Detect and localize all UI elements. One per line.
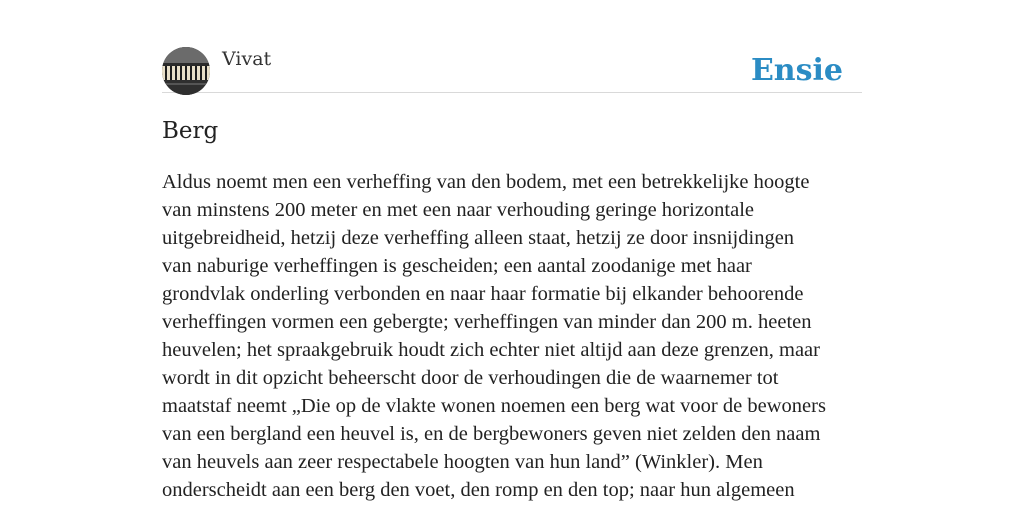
body-line: Aldus noemt men een verheffing van den bodem, met een betrekkelijke hoogte (162, 171, 810, 193)
body-line: wordt in dit opzicht beheerscht door de verhoudingen die de waarnemer tot (162, 367, 779, 389)
ensie-logo[interactable]: Ensie (750, 53, 843, 88)
author-avatar[interactable] (162, 47, 210, 95)
article-body (162, 168, 872, 504)
article-title: Berg (162, 118, 219, 144)
piano-keys-avatar-icon (162, 47, 210, 95)
body-line: van naburige verheffingen is gescheiden; een aantal zoodanige met haar (162, 255, 752, 277)
body-line: onderscheidt aan een berg den voet, den romp en den top; naar hun algemeen (162, 479, 795, 501)
body-line: van minstens 200 meter en met een naar verhouding geringe horizontale (162, 199, 755, 221)
body-line: grondvlak onderling verbonden en naar haar formatie bij elkander behoorende (162, 283, 804, 305)
body-line: maatstaf neemt „Die op de vlakte wonen noemen een berg wat voor de bewoners (162, 395, 826, 417)
body-line: heuvelen; het spraakgebruik houdt zich echter niet altijd aan deze grenzen, maar (162, 339, 820, 361)
body-line: van heuvels aan zeer respectabele hoogten van hun land” (Winkler). Men (162, 451, 763, 473)
article-header (162, 47, 862, 93)
body-line: van een bergland een heuvel is, en de bergbewoners geven niet zelden den naam (162, 423, 821, 445)
author-name[interactable]: Vivat (222, 48, 272, 70)
body-line: verheffingen vormen een gebergte; verheffingen van minder dan 200 m. heeten (162, 311, 812, 333)
body-line: uitgebreidheid, hetzij deze verheffing alleen staat, hetzij ze door insnijdingen (162, 227, 795, 249)
